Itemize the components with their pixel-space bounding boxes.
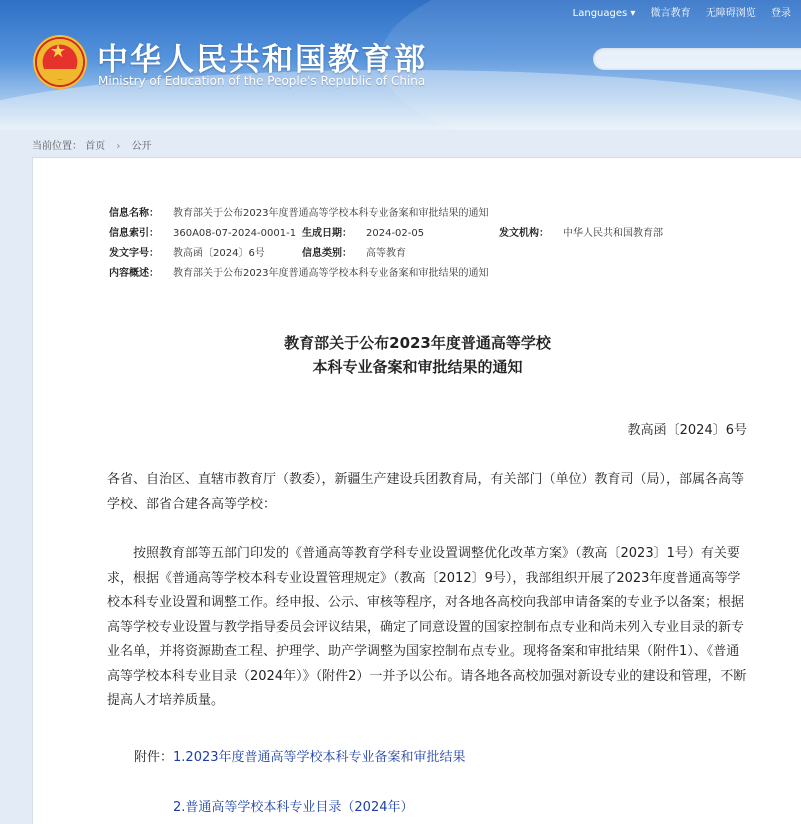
document-title [33,331,801,379]
info-category-value: 高等教育 [366,248,406,259]
info-index-value: 360A08-07-2024-0001-1 [173,228,297,239]
info-category-label: 信息类别： [302,248,352,259]
info-docno-label: 发文字号： [109,248,159,259]
content-panel [32,157,801,824]
info-index-label: 信息索引： [109,228,159,239]
info-date-value: 2024-02-05 [366,228,425,239]
attachment-link-2[interactable]: 2.普通高等学校本科专业目录（2024年） [173,800,414,815]
languages-link[interactable]: Languages ▾ [572,8,636,19]
info-summary-label: 内容概述： [109,268,159,279]
attachment-link-1[interactable]: 1.2023年度普通高等学校本科专业备案和审批结果 [173,750,466,765]
info-name-label: 信息名称： [109,208,159,219]
body-paragraph: 按照教育部等五部门印发的《普通高等教育学科专业设置调整优化改革方案》（教高〔2023〕1号）有关要求，根据《普通高等学校本科专业设置管理规定》（教高〔2012〕9号），我部组织开展了2023年度普通高等学校本科专业设置和调整工作。经申报、公示、审核等程序，对各地各高校向我部申请备案的专业予以备案；根据高等学校专业设置与教学指导委员会评议结果，确定了同意设置的国家控制布点专业和尚未列入专业目录的新专业名单，并将资源勘查工程、护理学、助产学调整为国家控制布点专业。现将备案和审批结果（附件1）、《普通高等学校本科专业目录（2024年）》（附件2）一并予以公布。请各地各高校加强对新设专业的建设和管理，不断提高人才培养质量。 [107,546,747,708]
document-number: 教高函〔2024〕6号 [627,423,747,438]
info-summary-value: 教育部关于公布2023年度普通高等学校本科专业备案和审批结果的通知 [173,268,489,279]
accessibility-link[interactable]: 无障碍浏览 [705,8,756,19]
top-links [561,4,791,19]
info-name-value: 教育部关于公布2023年度普通高等学校本科专业备案和审批结果的通知 [173,208,489,219]
info-date-label: 生成日期： [302,228,352,239]
chevron-right-icon: › [116,141,121,152]
site-title-en: Ministry of Education of the People's Republic of China [98,74,426,88]
document-title-line2: 本科专业备案和审批结果的通知 [312,358,523,376]
search-input[interactable] [593,48,801,70]
breadcrumb-home[interactable]: 首页 [85,141,106,152]
login-link[interactable]: 登录 [771,8,791,19]
attachment-row-1 [134,746,466,765]
recipients-text: 各省、自治区、直辖市教育厅（教委），新疆生产建设兵团教育局，有关部门（单位）教育司（局），部属各高等学校、部省合建各高等学校： [107,472,745,512]
info-org-label: 发文机构： [499,228,549,239]
weiyan-link[interactable]: 微言教育 [650,8,691,19]
info-docno-value: 教高函〔2024〕6号 [173,248,265,259]
info-org-value: 中华人民共和国教育部 [563,228,663,239]
attachment-label: 附件： [134,750,174,765]
breadcrumb [32,137,152,152]
document-title-line1: 教育部关于公布2023年度普通高等学校 [284,334,551,352]
national-emblem-icon[interactable]: ★ [33,35,87,89]
breadcrumb-public[interactable]: 公开 [131,141,152,152]
info-table [109,204,769,284]
breadcrumb-label: 当前位置： [32,141,82,152]
attachment-row-2 [173,796,414,815]
site-title-cn[interactable]: 中华人民共和国教育部 [97,42,427,78]
site-header [0,0,801,130]
